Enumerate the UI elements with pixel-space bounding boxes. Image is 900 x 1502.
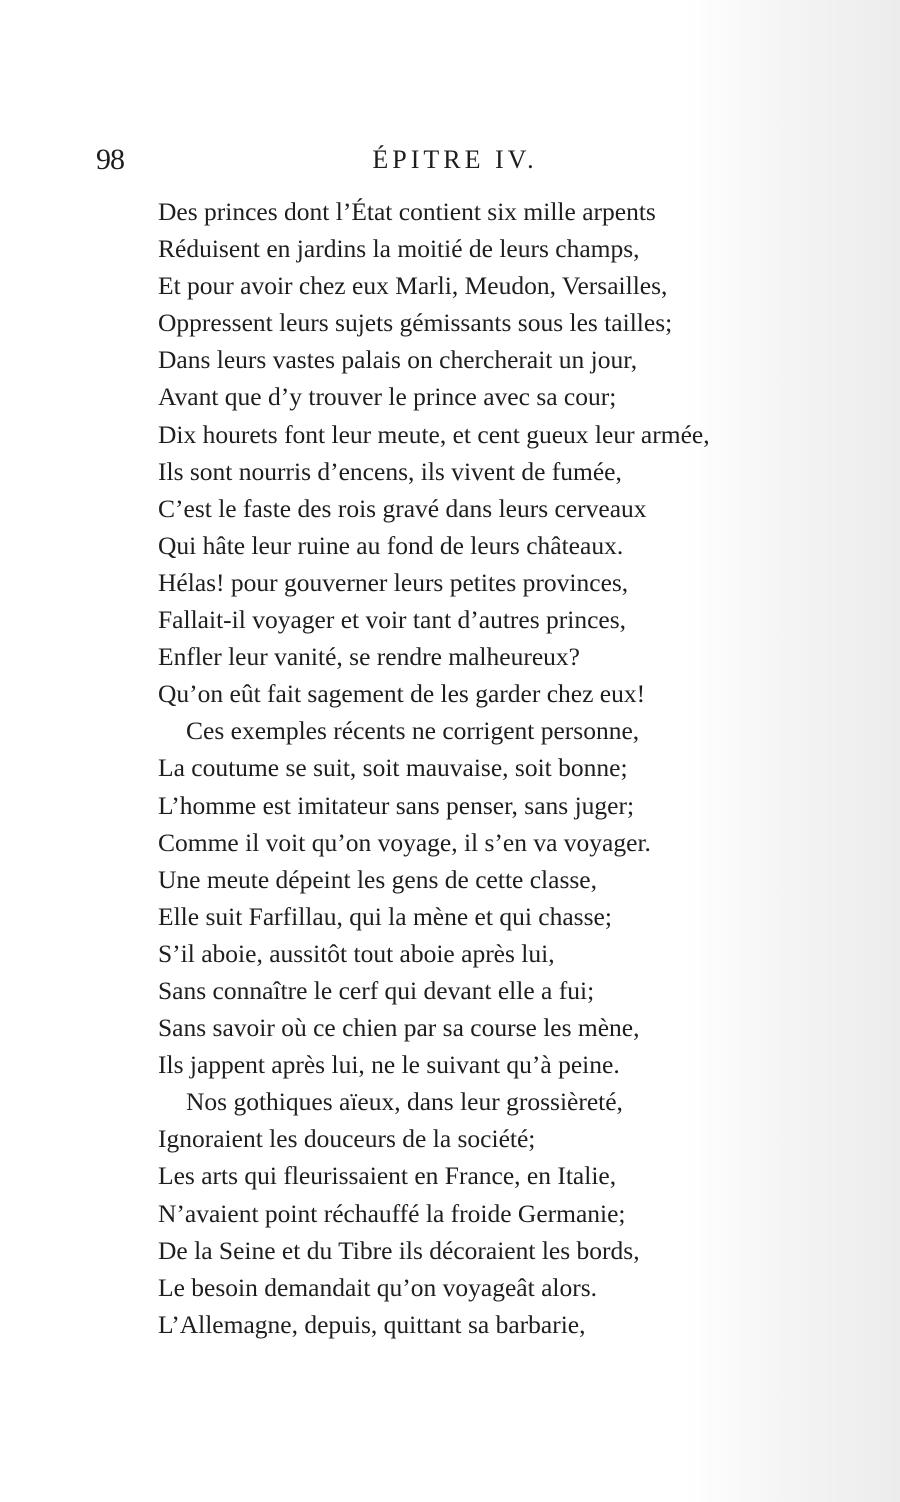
verse-line: Et pour avoir chez eux Marli, Meudon, Versailles, xyxy=(158,271,668,301)
running-head: ÉPITRE IV. xyxy=(372,145,538,174)
verse-line: S’il aboie, aussitôt tout aboie après lui, xyxy=(158,938,555,968)
verse-line: Dans leurs vastes palais on chercherait un jour, xyxy=(158,345,638,375)
verse-line: Comme il voit qu’on voyage, il s’en va voyager. xyxy=(158,827,651,857)
verse-line: Avant que d’y trouver le prince avec sa cour; xyxy=(158,382,617,412)
verse-line: L’homme est imitateur sans penser, sans juger; xyxy=(158,790,635,820)
verse-line: Ils jappent après lui, ne le suivant qu’à peine. xyxy=(158,1050,620,1080)
verse-line: Le besoin demandait qu’on voyageât alors. xyxy=(158,1272,598,1302)
verse-line: N’avaient point réchauffé la froide Germanie; xyxy=(158,1198,626,1228)
verse-line: Enfler leur vanité, se rendre malheureux? xyxy=(158,642,580,672)
verse-line: Sans connaître le cerf qui devant elle a fui; xyxy=(158,975,595,1005)
verse-line: C’est le faste des rois gravé dans leurs cerveaux xyxy=(158,493,647,523)
verse-block xyxy=(158,193,858,1343)
verse-line: Des princes dont l’État contient six mille arpents xyxy=(158,197,656,226)
verse-line: L’Allemagne, depuis, quittant sa barbarie, xyxy=(158,1309,586,1339)
verse-line: Oppressent leurs sujets gémissants sous les tailles; xyxy=(158,308,673,338)
verse-line: Sans savoir où ce chien par sa course les mène, xyxy=(158,1013,640,1043)
verse-line: Les arts qui fleurissaient en France, en Italie, xyxy=(158,1161,617,1191)
verse-line: Une meute dépeint les gens de cette classe, xyxy=(158,864,597,894)
page-number: 98 xyxy=(96,143,124,176)
verse-line: Hélas! pour gouverner leurs petites provinces, xyxy=(158,567,629,597)
verse-line: Qui hâte leur ruine au fond de leurs châteaux. xyxy=(158,530,624,560)
verse-line: La coutume se suit, soit mauvaise, soit bonne; xyxy=(158,753,628,783)
verse-line: De la Seine et du Tibre ils décoraient les bords, xyxy=(158,1235,640,1265)
verse-line: Qu’on eût fait sagement de les garder chez eux! xyxy=(158,679,646,709)
verse-line: Réduisent en jardins la moitié de leurs champs, xyxy=(158,234,640,264)
verse-line: Fallait-il voyager et voir tant d’autres princes, xyxy=(158,605,627,635)
verse-line: Ils sont nourris d’encens, ils vivent de fumée, xyxy=(158,456,622,486)
verse-line: Ignoraient les douceurs de la société; xyxy=(158,1124,536,1154)
verse-line: Nos gothiques aïeux, dans leur grossièreté, xyxy=(186,1087,623,1117)
verse-line: Dix hourets font leur meute, et cent gueux leur armée, xyxy=(158,419,710,449)
verse-line: Elle suit Farfillau, qui la mène et qui chasse; xyxy=(158,901,612,931)
verse-line: Ces exemples récents ne corrigent personne, xyxy=(186,716,640,746)
